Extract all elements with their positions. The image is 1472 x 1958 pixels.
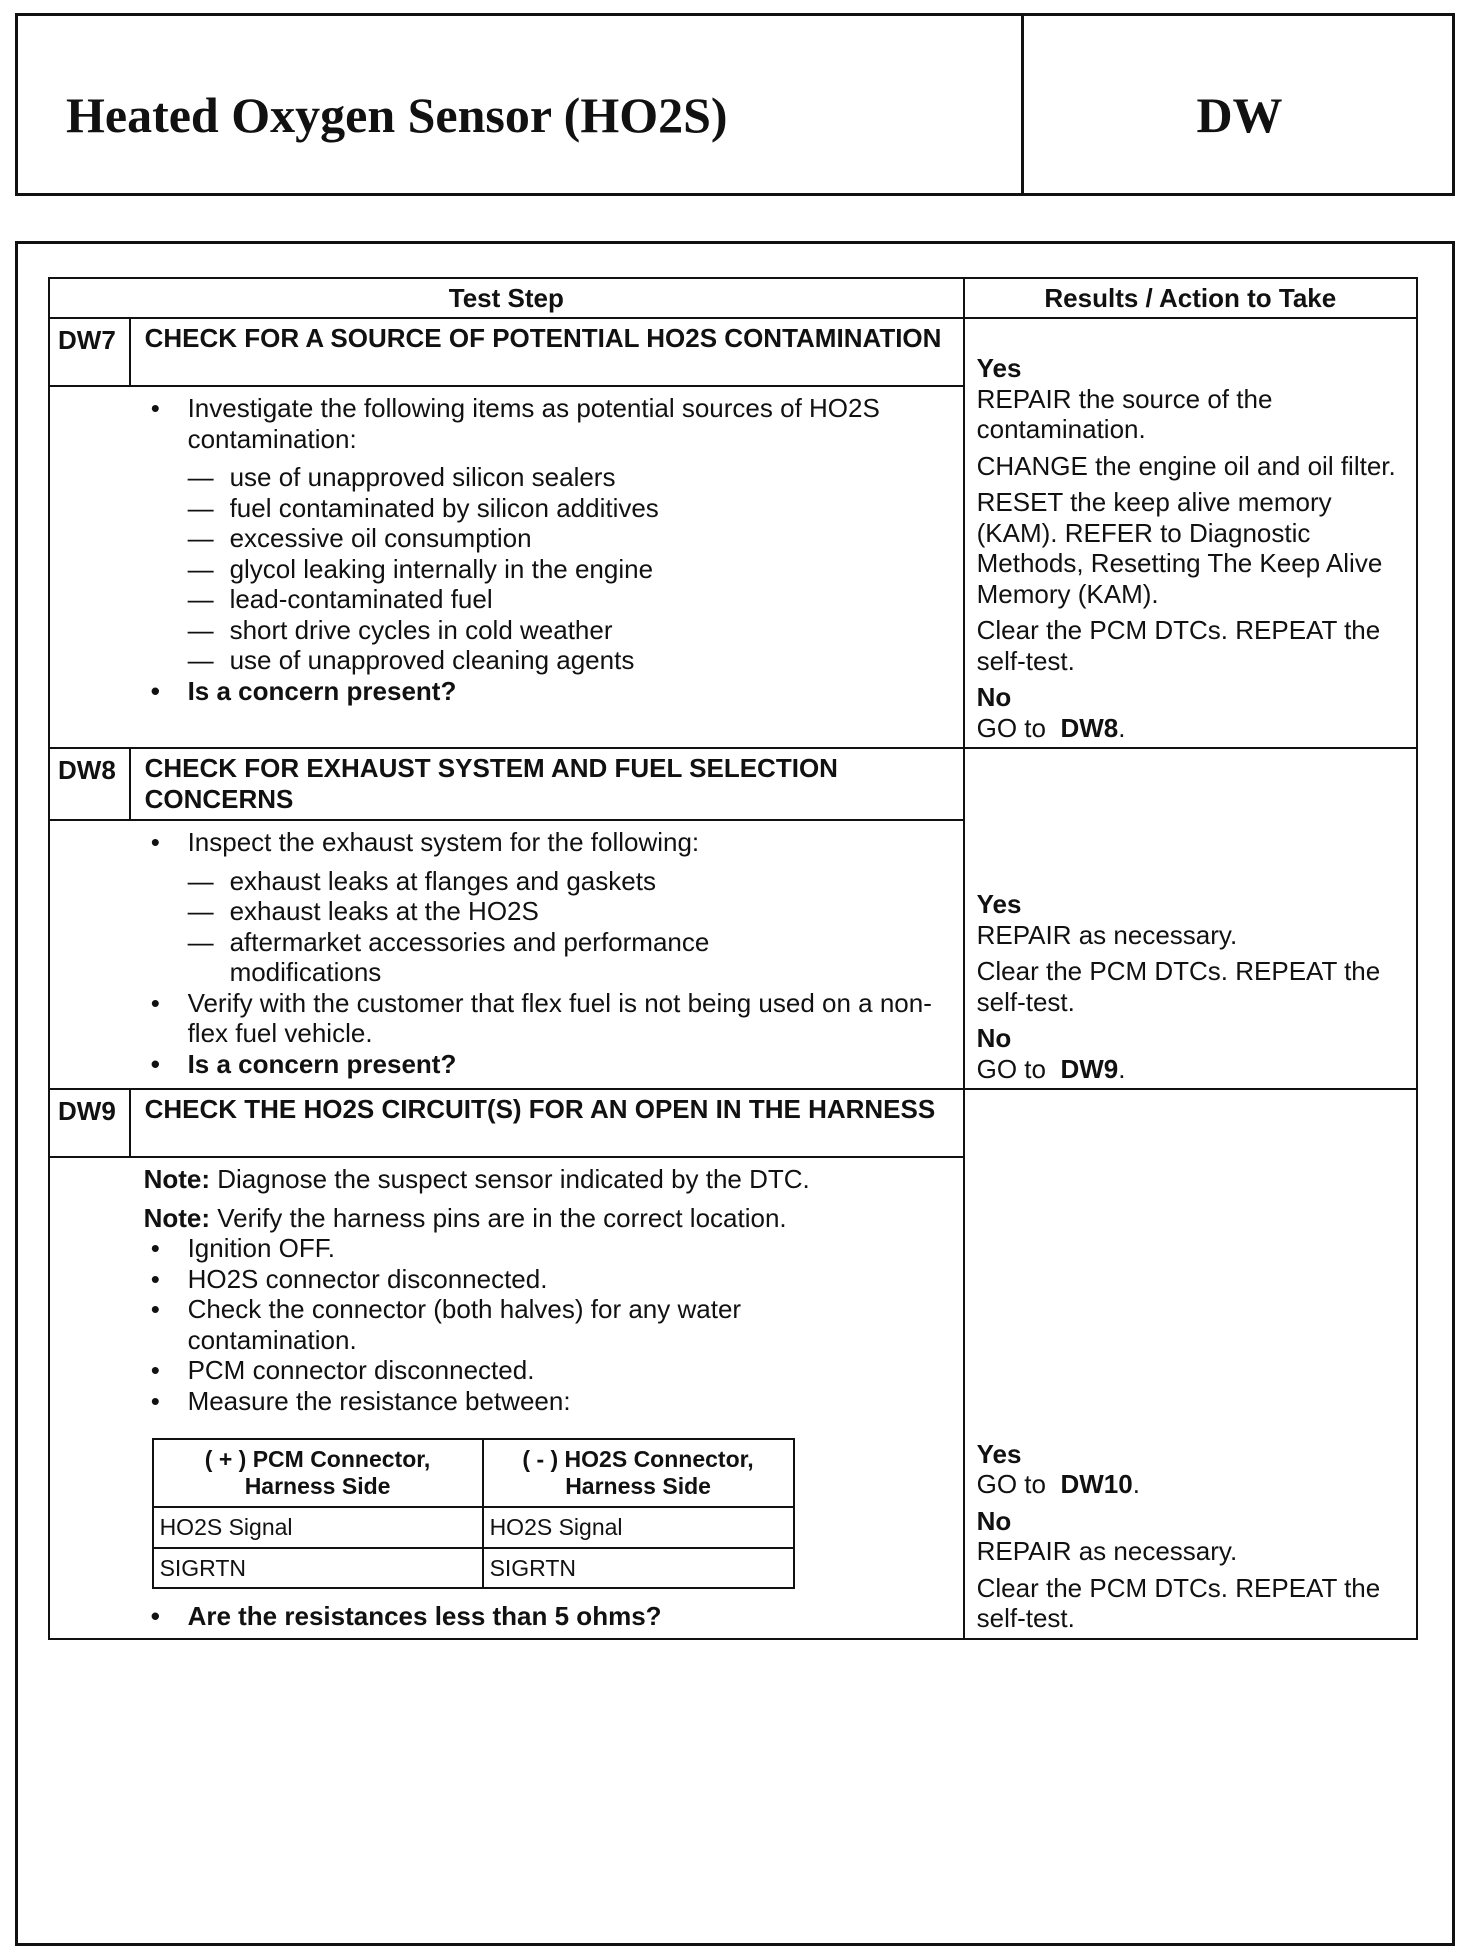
question-text: Are the resistances less than 5 ohms?: [187, 1601, 662, 1631]
results-dw8: [964, 748, 1417, 1089]
dash-item: — glycol leaking internally in the engine: [187, 553, 654, 584]
step-id-dw9: DW9: [49, 1089, 130, 1157]
dash-item: — exhaust leaks at flanges and gaskets: [187, 865, 656, 896]
dash-item: — exhaust leaks at the HO2S: [187, 896, 539, 926]
bullet-text: Ignition OFF.: [187, 1233, 335, 1263]
yes-label: Yes: [976, 1438, 1022, 1469]
dash-text: excessive oil consumption: [229, 523, 532, 553]
no-label: No: [976, 1023, 1012, 1053]
page-title: Heated Oxygen Sensor (HO2S): [66, 87, 728, 143]
action-text: REPAIR as necessary.: [976, 1536, 1238, 1566]
dash-item: — excessive oil consumption: [187, 523, 532, 553]
inner-header-ho2s: ( - ) HO2S Connector, Harness Side: [483, 1439, 794, 1507]
period: .: [1118, 712, 1126, 743]
dash-item: — short drive cycles in cold weather: [187, 614, 613, 645]
action-text: Clear the PCM DTCs. REPEAT the self-test.: [976, 956, 1381, 1017]
question-text: Is a concern present?: [187, 1048, 457, 1079]
bullet-item: • Investigate the following items as potential sources of HO2S contamination:: [144, 393, 953, 454]
goto-target: DW8: [1060, 712, 1119, 743]
yes-label: Yes: [976, 353, 1022, 383]
bullet-item: • Measure the resistance between:: [143, 1385, 571, 1416]
goto-text: GO to: [976, 1053, 1046, 1084]
goto-target: DW10: [1060, 1469, 1133, 1499]
dash-item: — use of unapproved silicon sealers: [187, 462, 616, 492]
period: .: [1118, 1053, 1126, 1084]
action-text: RESET the keep alive memory (KAM). REFER to Diagnostic Methods, Resetting The Keep Alive Memory (KAM).: [976, 487, 1383, 609]
step-heading-dw9: CHECK THE HO2S CIRCUIT(S) FOR AN OPEN IN THE HARNESS: [130, 1089, 964, 1157]
dash-item: — fuel contaminated by silicon additives: [187, 492, 659, 523]
yes-label: Yes: [976, 889, 1022, 919]
bullet-question: • Are the resistances less than 5 ohms?: [143, 1601, 662, 1631]
table-cell: SIGRTN: [483, 1548, 794, 1589]
table-cell: HO2S Signal: [483, 1507, 794, 1548]
bullet-text: Measure the resistance between:: [187, 1385, 571, 1416]
section-code: DW: [1196, 87, 1283, 143]
table-cell: HO2S Signal: [153, 1507, 483, 1548]
bullet-item: • Ignition OFF.: [143, 1233, 335, 1263]
dash-text: glycol leaking internally in the engine: [229, 553, 654, 584]
bullet-text: Verify with the customer that flex fuel is not being used on a non-flex fuel vehicle.: [187, 987, 932, 1048]
dash-item: — aftermarket accessories and performance modifications: [144, 927, 953, 988]
dash-text: aftermarket accessories and performance modifications: [229, 926, 710, 987]
dash-text: short drive cycles in cold weather: [229, 614, 613, 645]
no-label: No: [976, 1505, 1012, 1536]
step-heading-dw8: CHECK FOR EXHAUST SYSTEM AND FUEL SELECTION CONCERNS: [130, 748, 964, 820]
resistance-table: [152, 1438, 795, 1589]
bullet-question: • Is a concern present?: [143, 675, 457, 706]
note-label: Note:: [143, 1164, 210, 1194]
goto-line: [977, 1054, 1412, 1085]
diagnostic-table: [48, 277, 1418, 1640]
action-text: Clear the PCM DTCs. REPEAT the self-test.: [976, 615, 1381, 676]
bullet-text: HO2S connector disconnected.: [187, 1263, 548, 1294]
action-text: REPAIR the source of the contamination.: [976, 383, 1273, 444]
dash-text: exhaust leaks at the HO2S: [229, 896, 539, 926]
results-dw7: [964, 318, 1417, 748]
bullet-item: • HO2S connector disconnected.: [143, 1263, 548, 1294]
step-body-dw7: [130, 386, 964, 748]
period: .: [1132, 1469, 1140, 1499]
bullet-text: PCM connector disconnected.: [187, 1355, 535, 1385]
step-body-dw8: [130, 820, 964, 1089]
table-row: [153, 1507, 794, 1548]
goto-line: [977, 1469, 1412, 1500]
bullet-item: • PCM connector disconnected.: [143, 1355, 535, 1385]
action-text: Clear the PCM DTCs. REPEAT the self-test.: [976, 1572, 1381, 1633]
note-label: Note:: [143, 1202, 210, 1233]
inner-header-pcm: ( + ) PCM Connector, Harness Side: [153, 1439, 483, 1507]
col-test-step: Test Step: [49, 278, 964, 318]
bullet-item: • Verify with the customer that flex fuel is not being used on a non-flex fuel vehicle.: [144, 988, 953, 1049]
step-id-dw7: DW7: [49, 318, 130, 386]
page-header: [15, 13, 1455, 196]
bullet-item: • Check the connector (both halves) for any water contamination.: [144, 1294, 953, 1355]
note-1: [144, 1164, 953, 1195]
note-text: Verify the harness pins are in the correct location.: [217, 1202, 787, 1233]
goto-line: [977, 713, 1412, 744]
table-row: [153, 1548, 794, 1589]
note-text: Diagnose the suspect sensor indicated by the DTC.: [217, 1164, 810, 1194]
note-2: [144, 1203, 953, 1234]
bullet-text: Investigate the following items as potential sources of HO2S contamination:: [187, 393, 880, 454]
action-text: CHANGE the engine oil and oil filter.: [976, 450, 1396, 481]
bullet-text: Inspect the exhaust system for the following:: [187, 827, 700, 857]
step-id-spacer: [49, 1157, 130, 1639]
table-cell: SIGRTN: [153, 1548, 483, 1589]
goto-text: GO to: [976, 712, 1046, 743]
dash-text: exhaust leaks at flanges and gaskets: [229, 865, 656, 896]
step-id-spacer: [49, 820, 130, 1089]
step-body-dw9: [130, 1157, 964, 1639]
step-id-dw8: DW8: [49, 748, 130, 820]
dash-text: use of unapproved silicon sealers: [229, 462, 616, 492]
no-label: No: [976, 682, 1012, 712]
question-text: Is a concern present?: [187, 675, 457, 706]
bullet-item: • Inspect the exhaust system for the following:: [143, 827, 700, 857]
action-text: REPAIR as necessary.: [976, 919, 1238, 950]
dash-text: lead-contaminated fuel: [229, 584, 493, 614]
step-heading-dw7: CHECK FOR A SOURCE OF POTENTIAL HO2S CONTAMINATION: [130, 318, 964, 386]
results-dw9: [964, 1089, 1417, 1639]
dash-item: — lead-contaminated fuel: [187, 584, 493, 614]
col-results: Results / Action to Take: [964, 278, 1417, 318]
dash-text: fuel contaminated by silicon additives: [229, 492, 659, 523]
bullet-text: Check the connector (both halves) for any water contamination.: [187, 1294, 742, 1355]
goto-text: GO to: [976, 1469, 1046, 1499]
bullet-question: • Is a concern present?: [143, 1048, 457, 1079]
step-id-spacer: [49, 386, 130, 748]
goto-target: DW9: [1060, 1053, 1119, 1084]
dash-text: use of unapproved cleaning agents: [229, 645, 635, 675]
dash-item: — use of unapproved cleaning agents: [187, 645, 635, 675]
